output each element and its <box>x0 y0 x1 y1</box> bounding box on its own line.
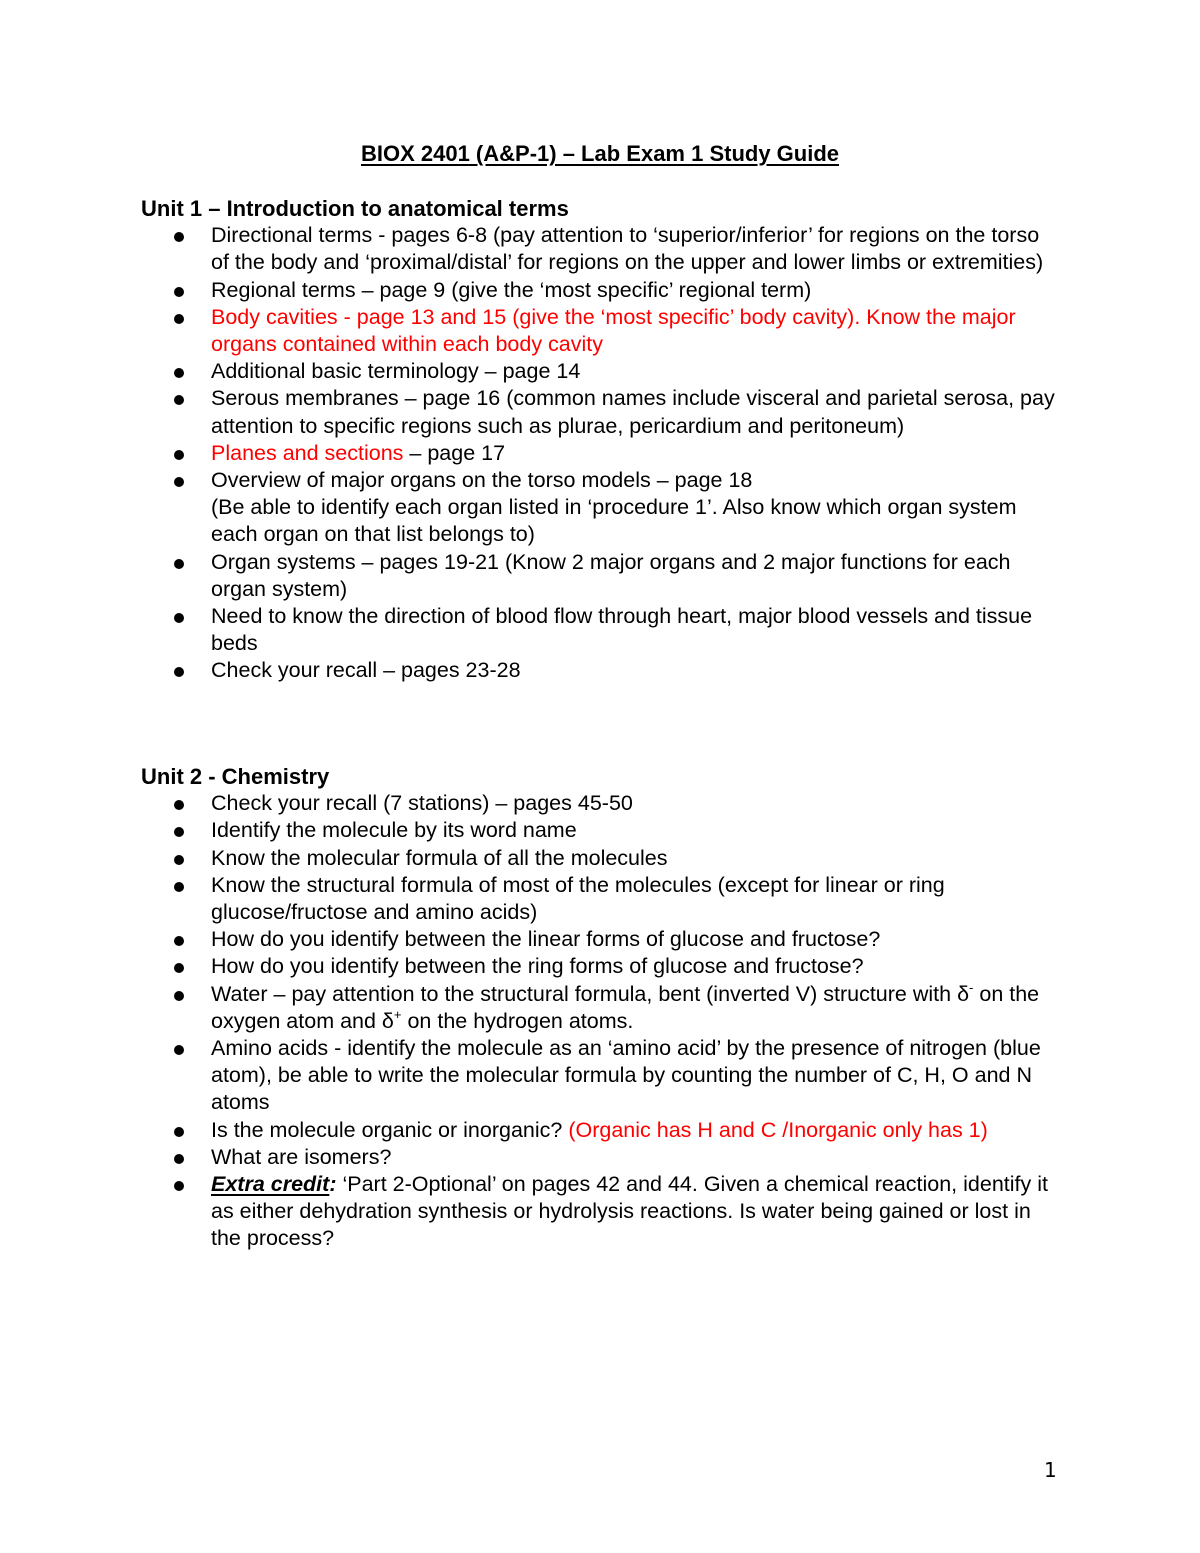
bullet-icon <box>174 477 184 487</box>
bullet-icon <box>174 287 184 297</box>
bullet-icon <box>174 963 184 973</box>
list-item <box>141 817 1061 844</box>
bullet-icon <box>174 314 184 324</box>
list-item <box>141 222 1061 276</box>
list-item <box>141 981 1061 1035</box>
bullet-icon <box>174 1127 184 1137</box>
item-text: Know the structural formula of most of the molecules (except for linear or ring glucose/fructose and amino acids) <box>211 872 945 924</box>
extra-credit-label: Extra credit <box>211 1172 330 1197</box>
item-text: – page 17 <box>403 440 506 465</box>
extra-credit-colon: : <box>329 1172 337 1197</box>
item-note: (Be able to identify each organ listed in ‘procedure 1’. Also know which organ system each organ on that list belongs to) <box>211 495 1017 547</box>
charge-superscript: + <box>393 1006 402 1022</box>
bullet-icon <box>174 1045 184 1055</box>
item-text: How do you identify between the linear forms of glucose and fructose? <box>211 927 881 952</box>
item-text: Know the molecular formula of all the molecules <box>211 845 668 870</box>
item-highlight: Planes and sections <box>211 440 404 465</box>
bullet-icon <box>174 450 184 460</box>
list-item <box>141 845 1061 872</box>
document-title: BIOX 2401 (A&P-1) – Lab Exam 1 Study Guide <box>360 141 840 166</box>
item-text: Regional terms – page 9 (give the ‘most specific’ regional term) <box>211 277 812 302</box>
item-text: on the oxygen atom and δ <box>211 981 1040 1033</box>
bullet-icon <box>174 667 184 677</box>
bullet-icon <box>174 855 184 865</box>
item-highlight: (Organic has H and C /Inorganic only has 1) <box>568 1117 988 1142</box>
item-text: Body cavities - page 13 and 15 (give the ‘most specific’ body cavity). Know the major organs contained within each body cavity <box>211 304 1016 356</box>
bullet-icon <box>174 559 184 569</box>
unit-1-list <box>141 222 1061 684</box>
list-item <box>141 926 1061 953</box>
unit-2-section <box>141 763 1061 1253</box>
list-item <box>141 603 1061 657</box>
item-text: Serous membranes – page 16 (common names include visceral and parietal serosa, pay attention to specific regions such as plurae, pericardium and peritoneum) <box>211 386 1055 438</box>
page-number: 1 <box>1044 1458 1057 1482</box>
list-item <box>141 953 1061 980</box>
item-text: Additional basic terminology – page 14 <box>211 359 581 384</box>
item-text: How do you identify between the ring forms of glucose and fructose? <box>211 954 864 979</box>
list-item <box>141 1171 1061 1253</box>
list-item <box>141 358 1061 385</box>
item-text: ‘Part 2-Optional’ on pages 42 and 44. Given a chemical reaction, identify it as either dehydration synthesis or hydrolysis reactions. Is water being gained or lost in the process? <box>211 1172 1048 1251</box>
list-item <box>141 1035 1061 1117</box>
list-item <box>141 1144 1061 1171</box>
unit-2-heading: Unit 2 - Chemistry <box>141 764 330 789</box>
list-item <box>141 790 1061 817</box>
bullet-icon <box>174 613 184 623</box>
list-item <box>141 385 1061 439</box>
item-text: Organ systems – pages 19-21 (Know 2 major organs and 2 major functions for each organ system) <box>211 549 1011 601</box>
bullet-icon <box>174 368 184 378</box>
item-text: Water – pay attention to the structural formula, bent (inverted V) structure with δ <box>211 981 970 1006</box>
bullet-icon <box>174 1154 184 1164</box>
item-text: Overview of major organs on the torso models – page 18 <box>211 468 753 493</box>
bullet-icon <box>174 936 184 946</box>
unit-1-section <box>141 195 1061 685</box>
bullet-icon <box>174 1181 184 1191</box>
list-item <box>141 277 1061 304</box>
item-text: Check your recall – pages 23-28 <box>211 658 521 683</box>
bullet-icon <box>174 800 184 810</box>
list-item <box>141 657 1061 684</box>
item-text: Is the molecule organic or inorganic? <box>211 1117 569 1142</box>
item-text: on the hydrogen atoms. <box>401 1008 634 1033</box>
bullet-icon <box>174 882 184 892</box>
item-text: Amino acids - identify the molecule as an ‘amino acid’ by the presence of nitrogen (blue atom), be able to write the molecular formula by counting the number of C, H, O and N atoms <box>211 1036 1041 1115</box>
bullet-icon <box>174 232 184 242</box>
list-item <box>141 872 1061 926</box>
list-item <box>141 467 1061 549</box>
list-item <box>141 549 1061 603</box>
charge-superscript: - <box>969 979 974 995</box>
unit-2-list <box>141 790 1061 1252</box>
list-item <box>141 304 1061 358</box>
item-text: Check your recall (7 stations) – pages 45-50 <box>211 791 633 816</box>
unit-1-heading: Unit 1 – Introduction to anatomical terms <box>141 196 569 221</box>
bullet-icon <box>174 827 184 837</box>
list-item <box>141 440 1061 467</box>
item-text: Directional terms - pages 6-8 (pay attention to ‘superior/inferior’ for regions on the torso of the body and ‘proximal/distal’ for regions on the upper and lower limbs or extremities) <box>211 223 1044 275</box>
item-text: Need to know the direction of blood flow through heart, major blood vessels and tissue beds <box>211 604 1033 656</box>
item-text: What are isomers? <box>211 1144 392 1169</box>
bullet-icon <box>174 395 184 405</box>
bullet-icon <box>174 991 184 1001</box>
item-text: Identify the molecule by its word name <box>211 818 577 843</box>
list-item <box>141 1117 1061 1144</box>
